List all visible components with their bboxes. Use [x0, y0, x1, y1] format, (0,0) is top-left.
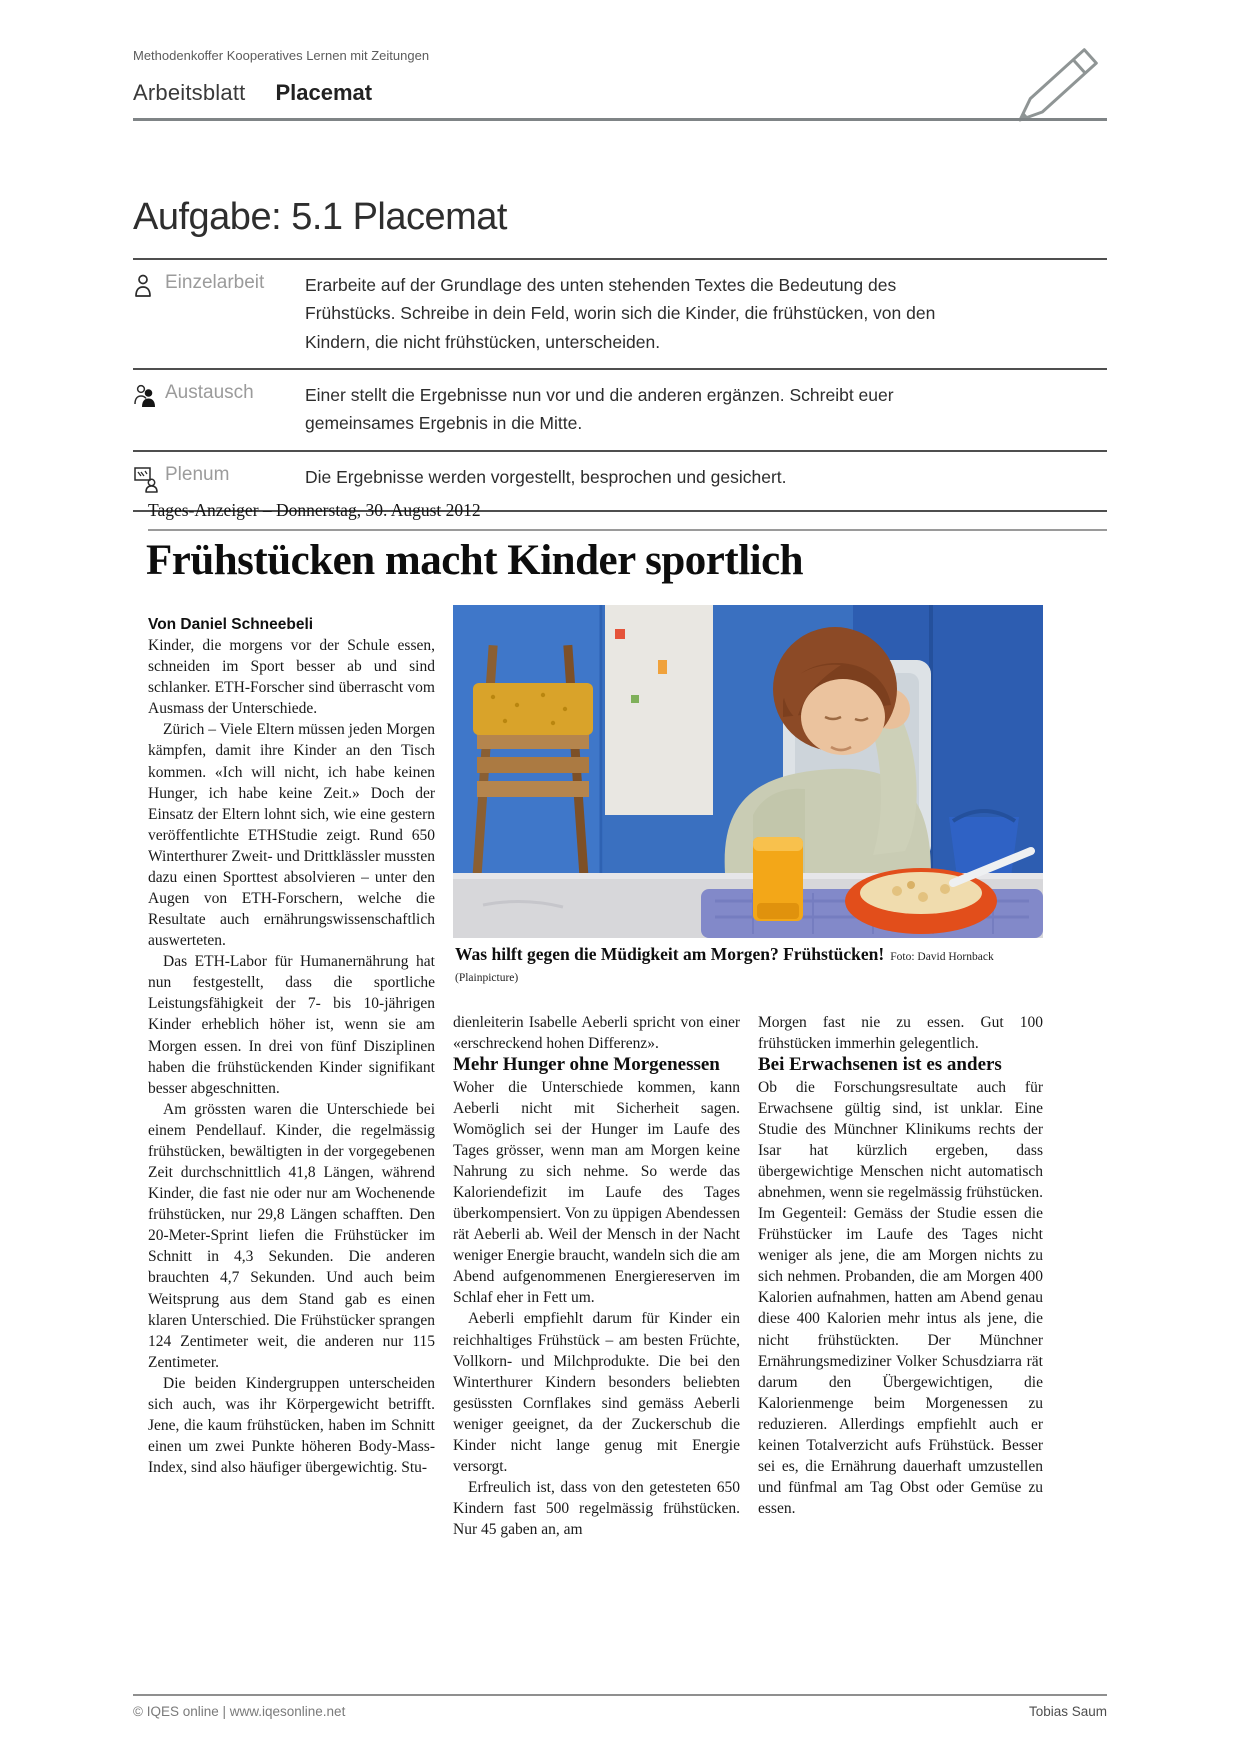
- article-headline: Frühstücken macht Kinder sportlich: [146, 537, 804, 584]
- page-title: Aufgabe: 5.1 Placemat: [133, 196, 507, 238]
- plenum-board-icon: [133, 463, 165, 498]
- article-subhead: Mehr Hunger ohne Morgenessen: [453, 1054, 720, 1076]
- task-row-einzelarbeit: [133, 260, 1107, 370]
- article-paragraph: Die beiden Kindergruppen unterscheiden sich auch, was ihr Körpergewicht betrifft. Jene, die kaum frühstücken, haben im Schnitt einen um zwei Punkte höheren Body-Mass-Index, sind also häufiger übergewichtig. Stu-: [148, 1374, 435, 1477]
- article-paragraph: Aeberli empfiehlt darum für Kinder ein reichhaltiges Frühstück – am besten Früchte, Vollkorn- und Milchprodukte. Die bei den Winterthurer Kindern besonders beliebten gesüssten Cornflakes sind gemäss Aeberli weniger geeignet, da der Zuckerschub die Kinder nicht lange genug mit Energie versorgt.: [453, 1310, 740, 1475]
- newspaper-source-line: Tages-Anzeiger – Donnerstag, 30. August 2012: [148, 500, 481, 520]
- document-title-row: [133, 80, 372, 106]
- two-persons-icon: [133, 381, 165, 413]
- article-photo: [453, 605, 1043, 938]
- doc-title-label: Placemat: [275, 80, 373, 105]
- article-paragraph: Ob die Forschungsresultate auch für Erwachsene gültig sind, ist unklar. Eine Studie des Münchner Klinikums rechts der Isar hat kürzlich ergeben, dass übergewichtige Menschen nicht automatisch abnehmen, wenn sie regelmässig frühstücken. Im Gegenteil: Gemäss der Studie essen die Frühstücker im Laufe des Tages nicht weniger als jene, die am Morgen nichts zu sich nehmen. Probanden, die am Morgen 400 Kalorien aufnahmen, hatten am Abend genau diese 400 Kalorien mehr intus als jene, die nicht frühstückten. Der Münchner Ernährungsmediziner Volker Schusdziarra rät darum den Übergewichtigen, die Kalorienmenge beim Morgenessen zu reduzieren. Allerdings empfiehlt auch er keinen Totalverzicht aufs Frühstück. Besser sei es, die Ernährung dauerhaft umzustellen und fünfmal am Tag Obst oder Gemüse zu essen.: [758, 1078, 1043, 1518]
- article-paragraph: Woher die Unterschiede kommen, kann Aeberli nicht mit Sicherheit sagen. Womöglich sei der Hunger im Laufe des Tages grösser, wenn man am Morgen keine Nahrung zu sich nehme. So werde das Kaloriendefizit im Laufe des Tages überkompensiert. Von zu üppigen Abendessen rät Aeberli ab. Weil der Mensch in der Nacht weniger Energie braucht, wandeln sich die am Abend aufgenommenen Energiereserven im Schlaf eher in Fett um.: [453, 1078, 740, 1307]
- photo-child-face: [801, 679, 885, 755]
- article-paragraph: Am grössten waren die Unterschiede bei einem Pendellauf. Kinder, die regelmässig frühstücken, bewältigten in der vorgegebenen Zeit durchschnittlich 41,8 Längen, während Kinder, die fast nie oder nur am Wochenende frühstücken, nur 29,8 Längen schafften. Den 20-Meter-Sprint liefen die Frühstücker im Schnitt in 4,3 Sekunden. Die anderen brauchten 4,7 Sekunden. Und auch beim Weitsprung aus dem Stand gab es einen klaren Unterschied. Die Frühstücker sprangen 124 Zentimeter weit, die anderen nur 115 Zentimeter.: [148, 1100, 435, 1371]
- dateline-rule: [148, 529, 1107, 531]
- footer-author: Tobias Saum: [1028, 1704, 1107, 1719]
- article-paragraph: Das ETH-Labor für Humanernährung hat nun festgestellt, dass die sportliche Leistungsfähigkeit der 7- bis 10-jährigen Kinder erheblich höher ist, wenn sie am Morgen essen. In drei von fünf Disziplinen haben die frühstückenden Kinder signifikant besser abgeschnitten.: [148, 953, 435, 1097]
- task-label: Austausch: [165, 382, 254, 404]
- task-text: Erarbeite auf der Grundlage des unten stehenden Textes die Bedeutung des Frühstücks. Schreibe in dein Feld, worin sich die Kinder, die frühstücken, von den Kindern, die nicht frühstücken, unterscheiden.: [305, 275, 936, 352]
- article-paragraph: dienleiterin Isabelle Aeberli spricht von einer «erschreckend hohen Differenz».: [453, 1014, 740, 1053]
- article-paragraph: Kinder, die morgens vor der Schule essen, schneiden im Sport besser ab und sind schlanker. ETH-Forscher sind überrascht vom Ausmass der Unterschiede.: [148, 637, 435, 718]
- article-column-2: [453, 1012, 740, 1540]
- article-column-1: [148, 614, 435, 1478]
- single-person-icon: [133, 271, 165, 303]
- task-row-austausch: [133, 370, 1107, 452]
- meta-line: Methodenkoffer Kooperatives Lernen mit Zeitungen: [133, 48, 430, 63]
- article-byline: Von Daniel Schneebeli: [148, 616, 314, 633]
- task-label: Plenum: [165, 463, 230, 485]
- footer-copyright: © IQES online | www.iqesonline.net: [133, 1704, 346, 1719]
- photo-caption: [455, 944, 1045, 984]
- footer-rule: [133, 1694, 1107, 1696]
- task-table: [133, 258, 1107, 512]
- caption-credit: Foto: David Hornback: [890, 951, 994, 963]
- article-paragraph: Erfreulich ist, dass von den getesteten 650 Kindern fast 500 regelmässig frühstücken. Nur 45 gaben an, am: [453, 1479, 740, 1539]
- task-label: Einzelarbeit: [165, 272, 265, 293]
- caption-text: Was hilft gegen die Müdigkeit am Morgen? Frühstücken!: [455, 944, 885, 964]
- article-paragraph: Morgen fast nie zu essen. Gut 100 frühstücken immerhin gelegentlich.: [758, 1014, 1043, 1053]
- task-text: Die Ergebnisse werden vorgestellt, besprochen und gesichert.: [305, 466, 787, 487]
- doc-type-label: Arbeitsblatt: [133, 80, 246, 105]
- pencil-icon: [1012, 40, 1112, 126]
- photo-juice-glass: [753, 837, 803, 921]
- task-text: Einer stellt die Ergebnisse nun vor und die anderen ergänzen. Schreibt euer gemeinsames Ergebnis in die Mitte.: [305, 385, 894, 434]
- caption-credit-agency: (Plainpicture): [455, 972, 519, 984]
- article-subhead: Bei Erwachsenen ist es anders: [758, 1054, 1002, 1076]
- header-rule: [133, 118, 1107, 121]
- article-column-3: [758, 1012, 1043, 1519]
- article-paragraph: Zürich – Viele Eltern müssen jeden Morgen kämpfen, damit ihre Kinder an den Tisch kommen. «Ich will nicht, ich habe keinen Hunger, ich habe keine Zeit.» Doch der Einsatz der Eltern lohnt sich, wie eine gestern veröffentlichte ETHStudie zeigt. Rund 650 Winterthurer Zweit- und Drittklässler mussten dazu einen Sporttest absolvieren – unter den Augen von ETH-Forschern, welche die Resultate auch ernährungswissenschaftlich auswerteten.: [148, 721, 435, 950]
